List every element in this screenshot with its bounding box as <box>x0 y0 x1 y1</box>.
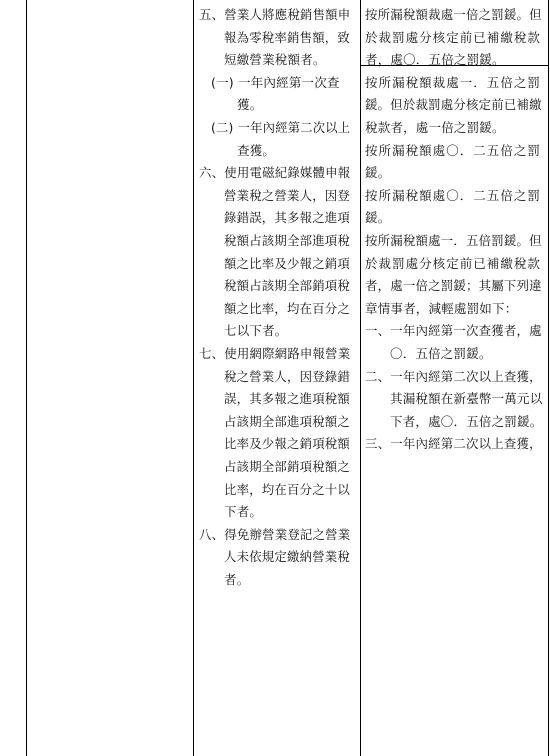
table-cell-text: 者，處〇．五倍之罰鍰。 <box>365 52 505 68</box>
table-border-left <box>26 0 27 756</box>
table-cell-text: 鍰。 <box>365 165 391 181</box>
table-cell-text: 鍰。 <box>365 210 391 226</box>
table-cell-text: 額之比率及少報之銷項 <box>224 255 351 271</box>
column-divider-middle <box>360 0 361 756</box>
table-cell-text: 稅之營業人，因登錄錯 <box>224 368 351 384</box>
table-cell-text: 下者，處〇．五倍之罰鍰。 <box>390 413 543 429</box>
table-cell-text: 短繳營業稅額者。 <box>224 52 326 68</box>
table-cell-text: 稅額占該期全部進項稅 <box>224 233 351 248</box>
table-cell-text: 一、一年內經第一次查獲者，處 <box>365 323 542 339</box>
table-cell-text: 於裁罰處分核定前已補繳稅款 <box>365 29 541 45</box>
table-cell-text: 三、一年內經第二次以上查獲， <box>365 436 542 452</box>
table-cell-text: 人未依規定繳納營業稅 <box>224 549 351 565</box>
table-cell-text: 營業稅之營業人，因登 <box>224 187 351 203</box>
table-cell-text: 八、得免辦營業登記之營業 <box>199 526 351 542</box>
table-cell-text: 查獲。 <box>237 142 276 158</box>
table-cell-text: 下者。 <box>224 504 263 520</box>
table-cell-text: 鍰。但於裁罰處分核定前已補繳 <box>365 97 542 113</box>
table-cell-text: 於裁罰處分核定前已補繳稅款 <box>365 255 541 271</box>
table-cell-text: 占該期全部進項稅額之 <box>224 413 351 429</box>
table-cell-text: 獲。 <box>237 97 263 113</box>
table-cell-text: 按所漏稅額裁處一．五倍之罰 <box>365 74 541 90</box>
table-cell-text: 報為零稅率銷售額，致 <box>224 29 351 45</box>
table-cell-text: 二、一年內經第二次以上查獲， <box>365 368 542 384</box>
table-cell-text: 七以下者。 <box>224 323 288 339</box>
table-cell-text: 按所漏稅額處〇．二五倍之罰 <box>365 142 541 158</box>
table-cell-text: 比率，均在百分之十以 <box>224 481 351 497</box>
table-cell-text: 者。 <box>224 572 250 587</box>
column-divider-left <box>193 0 194 756</box>
table-border-right <box>548 0 549 756</box>
table-cell-text: 比率及少報之銷項稅額 <box>224 436 351 452</box>
table-cell-text: 七、使用網際網路申報營業 <box>199 346 351 361</box>
table-cell-text: 稅款者，處一倍之罰鍰。 <box>365 120 505 135</box>
table-cell-text: 〇．五倍之罰鍰。 <box>390 346 492 361</box>
table-cell-text: 占該期全部銷項稅額之 <box>224 459 351 474</box>
table-cell-text: (一) 一年內經第一次查 <box>211 74 340 90</box>
table-cell-text: 按所漏稅額處〇．二五倍之罰 <box>365 187 541 203</box>
table-cell-text: 額之比率，均在百分之 <box>224 300 351 316</box>
table-cell-text: 錄錯誤，其多報之進項 <box>224 210 351 226</box>
table-cell-text: 誤，其多報之進項稅額 <box>224 391 351 407</box>
table-cell-text: 稅額占該期全部銷項稅 <box>224 278 351 294</box>
table-cell-text: (二) 一年內經第二次以上 <box>211 120 351 135</box>
table-cell-text: 按所漏稅額處一．五倍罰鍰。但 <box>365 233 542 248</box>
table-cell-text: 其漏稅額在新臺幣一萬元以 <box>390 391 543 407</box>
table-cell-text: 按所漏稅額裁處一倍之罰鍰。但 <box>365 7 542 22</box>
table-cell-text: 六、使用電磁紀錄媒體申報 <box>199 165 351 181</box>
table-cell-text: 五、營業人將應稅銷售額申 <box>199 7 351 22</box>
table-cell-text: 章情事者，減輕處罰如下： <box>365 300 518 316</box>
table-cell-text: 者，處一倍之罰鍰；其屬下列違 <box>365 278 542 294</box>
